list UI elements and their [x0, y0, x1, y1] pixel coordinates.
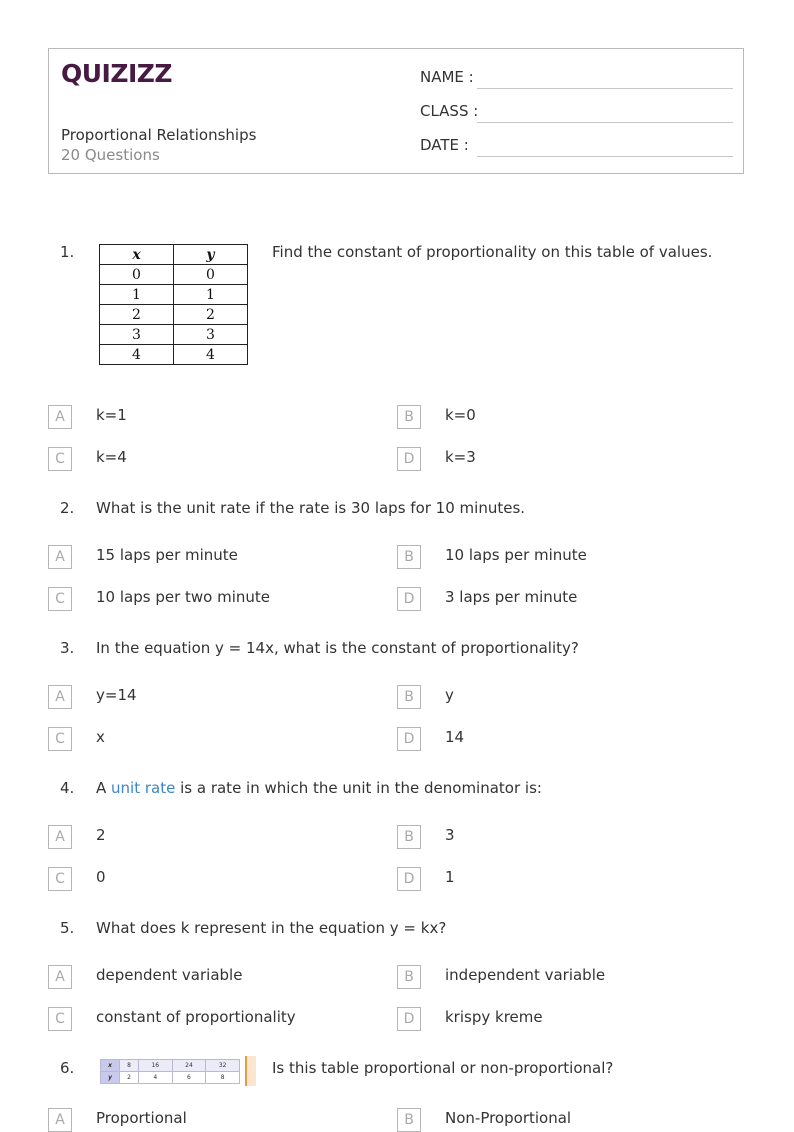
question-2-number: 2.	[60, 499, 75, 517]
option-text: 3 laps per minute	[445, 588, 578, 606]
option-letter[interactable]: D	[397, 587, 421, 611]
option-text: 3	[445, 826, 455, 844]
option-text: y	[445, 686, 454, 704]
question-4-text	[96, 779, 542, 797]
option-letter[interactable]: A	[48, 1108, 72, 1132]
class-line[interactable]	[477, 122, 733, 123]
table-cell: 4	[100, 345, 174, 365]
question-3-text: In the equation y = 14x, what is the constant of proportionality?	[96, 639, 579, 657]
option-text: 14	[445, 728, 465, 746]
option-text: constant of proportionality	[96, 1008, 296, 1026]
option-text: Non-Proportional	[445, 1109, 572, 1127]
question-1-table	[99, 244, 248, 365]
option-letter[interactable]: D	[397, 727, 421, 751]
option-text: k=4	[96, 448, 127, 466]
name-line[interactable]	[477, 88, 733, 89]
table-header-y: y	[174, 245, 248, 265]
table-row	[100, 265, 248, 285]
question-4-text-start: A	[96, 779, 112, 797]
option-text: 2	[96, 826, 106, 844]
option-letter[interactable]: B	[397, 545, 421, 569]
option-letter[interactable]: B	[397, 685, 421, 709]
option-text: krispy kreme	[445, 1008, 543, 1026]
worksheet-header	[48, 48, 744, 174]
option-text: 15 laps per minute	[96, 546, 238, 564]
option-letter[interactable]: A	[48, 545, 72, 569]
option-text: x	[96, 728, 105, 746]
table-row	[101, 1060, 240, 1072]
option-text: dependent variable	[96, 966, 243, 984]
option-letter[interactable]: C	[48, 1007, 72, 1031]
option-letter[interactable]: C	[48, 587, 72, 611]
option-letter[interactable]: A	[48, 405, 72, 429]
option-text: 0	[96, 868, 106, 886]
date-line[interactable]	[477, 156, 733, 157]
option-text: independent variable	[445, 966, 606, 984]
worksheet-title: Proportional Relationships	[61, 126, 257, 144]
option-letter[interactable]: C	[48, 447, 72, 471]
table-cell: x	[101, 1060, 120, 1072]
table-cell: 1	[100, 285, 174, 305]
table-row	[100, 305, 248, 325]
question-1-text: Find the constant of proportionality on this table of values.	[272, 243, 713, 261]
question-5-number: 5.	[60, 919, 75, 937]
option-letter[interactable]: A	[48, 685, 72, 709]
option-letter[interactable]: A	[48, 965, 72, 989]
table-cell: 2	[120, 1072, 139, 1084]
question-6-table-image	[100, 1059, 240, 1084]
option-text: k=0	[445, 406, 476, 424]
table-cell: 32	[206, 1060, 240, 1072]
question-3-number: 3.	[60, 639, 75, 657]
table-cell: 24	[172, 1060, 206, 1072]
name-label: NAME :	[420, 68, 474, 86]
table-cell: 0	[174, 265, 248, 285]
option-letter[interactable]: B	[397, 965, 421, 989]
option-letter[interactable]: D	[397, 447, 421, 471]
option-text: 10 laps per two minute	[96, 588, 271, 606]
unit-rate-link[interactable]: unit rate	[111, 779, 176, 797]
table-cell: 8	[120, 1060, 139, 1072]
quizizz-logo: QUIZIZZ	[61, 59, 173, 88]
question-6-text: Is this table proportional or non-proportional?	[272, 1059, 614, 1077]
option-letter[interactable]: C	[48, 867, 72, 891]
table-cell: 4	[138, 1072, 172, 1084]
question-6-number: 6.	[60, 1059, 75, 1077]
table-cell: 3	[100, 325, 174, 345]
table-cell: 0	[100, 265, 174, 285]
option-text: 10 laps per minute	[445, 546, 587, 564]
table-cell: 1	[174, 285, 248, 305]
option-text: k=1	[96, 406, 127, 424]
table-cell: 16	[138, 1060, 172, 1072]
option-letter[interactable]: D	[397, 1007, 421, 1031]
table-row	[100, 345, 248, 365]
option-text: y=14	[96, 686, 137, 704]
class-label: CLASS :	[420, 102, 479, 120]
question-4-number: 4.	[60, 779, 75, 797]
option-text: k=3	[445, 448, 476, 466]
question-count: 20 Questions	[61, 146, 160, 164]
image-edge-decoration	[245, 1056, 256, 1086]
question-2-text: What is the unit rate if the rate is 30 laps for 10 minutes.	[96, 499, 526, 517]
table-header-x: x	[100, 245, 174, 265]
table-cell: 2	[174, 305, 248, 325]
option-letter[interactable]: D	[397, 867, 421, 891]
question-5-text: What does k represent in the equation y = kx?	[96, 919, 447, 937]
option-letter[interactable]: C	[48, 727, 72, 751]
option-letter[interactable]: A	[48, 825, 72, 849]
table-cell: 8	[206, 1072, 240, 1084]
table-cell: 3	[174, 325, 248, 345]
option-letter[interactable]: B	[397, 825, 421, 849]
question-1-number: 1.	[60, 243, 75, 261]
question-4-text-end: is a rate in which the unit in the denominator is:	[175, 779, 542, 797]
option-text: Proportional	[96, 1109, 187, 1127]
option-letter[interactable]: B	[397, 1108, 421, 1132]
table-row	[101, 1072, 240, 1084]
table-row	[100, 325, 248, 345]
option-text: 1	[445, 868, 455, 886]
table-cell: 4	[174, 345, 248, 365]
date-label: DATE :	[420, 136, 469, 154]
table-row	[100, 285, 248, 305]
table-cell: y	[101, 1072, 120, 1084]
table-cell: 2	[100, 305, 174, 325]
table-cell: 6	[172, 1072, 206, 1084]
option-letter[interactable]: B	[397, 405, 421, 429]
